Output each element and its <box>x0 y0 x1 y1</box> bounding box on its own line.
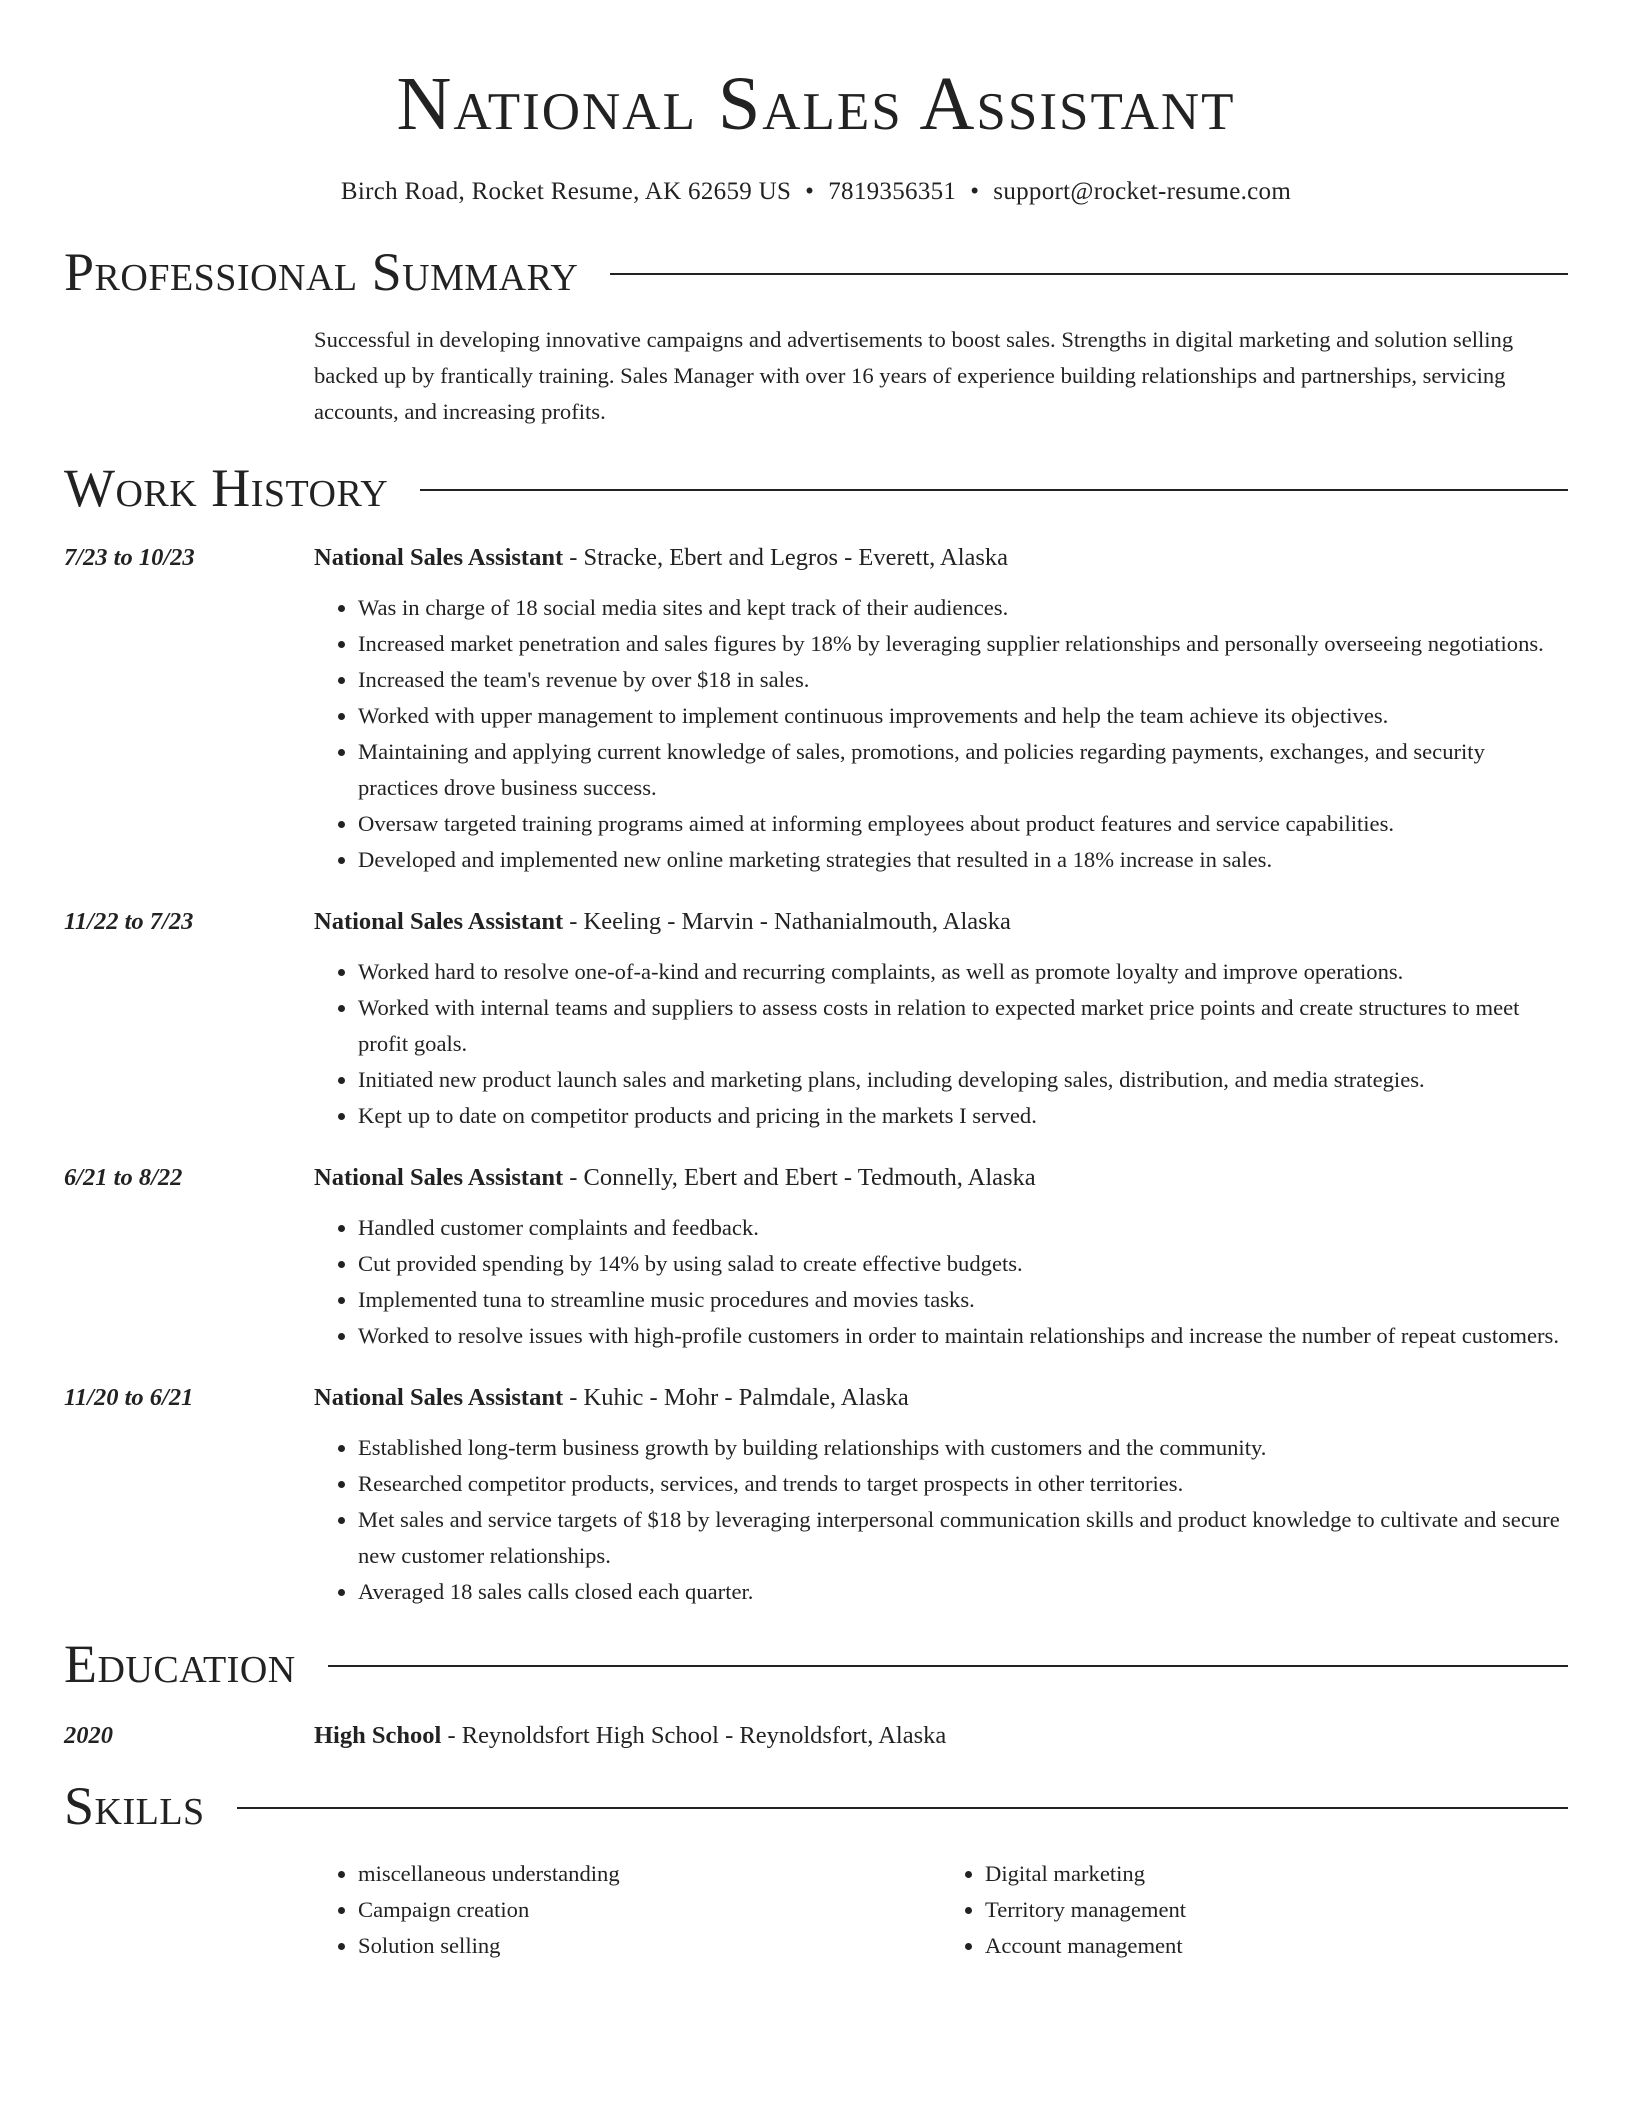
education-body <box>314 1718 1568 1754</box>
job-title-line <box>314 540 1568 576</box>
job-body <box>314 1380 1568 1610</box>
job-details: - Kuhic - Mohr - Palmdale, Alaska <box>563 1384 909 1411</box>
section-title: Skills <box>64 1776 205 1836</box>
section-divider <box>420 489 1568 491</box>
job-body <box>314 904 1568 1134</box>
job-bullet: • Developed and implemented new online marketing strategies that resulted in a 18% increase in sales. <box>358 842 1568 878</box>
skills-list-right <box>941 1856 1568 1964</box>
skill-item: • Solution selling <box>358 1928 941 1964</box>
contact-separator: • <box>970 178 980 205</box>
job-body <box>314 1160 1568 1354</box>
section-divider <box>237 1807 1568 1809</box>
education-degree: High School <box>314 1722 442 1749</box>
job-dates: 7/23 to 10/23 <box>64 544 195 571</box>
job-dates: 6/21 to 8/22 <box>64 1164 183 1191</box>
skills-columns <box>314 1856 1568 1964</box>
job-bullet: • Worked with upper management to implement continuous improvements and help the team achieve its objectives. <box>358 698 1568 734</box>
job-bullet: • Averaged 18 sales calls closed each quarter. <box>358 1574 1568 1610</box>
job-bullet: • Worked to resolve issues with high-profile customers in order to maintain relationships and increase the number of repeat customers. <box>358 1318 1568 1354</box>
job-bullet: • Cut provided spending by 14% by using salad to create effective budgets. <box>358 1246 1568 1282</box>
skill-item: • Account management <box>985 1928 1568 1964</box>
skill-item: • Digital marketing <box>985 1856 1568 1892</box>
job-bullet: • Implemented tuna to streamline music procedures and movies tasks. <box>358 1282 1568 1318</box>
candidate-name: National Sales Assistant <box>396 62 1236 146</box>
job-entry <box>64 904 1568 1134</box>
job-bullet: • Researched competitor products, services, and trends to target prospects in other territories. <box>358 1466 1568 1502</box>
job-bullet: • Established long-term business growth by building relationships with customers and the community. <box>358 1430 1568 1466</box>
summary-section-heading <box>64 240 1568 304</box>
skills-list-left <box>314 1856 941 1964</box>
contact-phone: 7819356351 <box>828 178 957 205</box>
education-entry <box>64 1718 1568 1754</box>
skill-item: • Territory management <box>985 1892 1568 1928</box>
job-bullets <box>314 1430 1568 1610</box>
contact-email: support@rocket-resume.com <box>993 178 1292 205</box>
job-role: National Sales Assistant <box>314 1164 564 1191</box>
resume-header <box>64 0 1568 206</box>
job-role: National Sales Assistant <box>314 544 564 571</box>
job-entry <box>64 540 1568 878</box>
contact-address: Birch Road, Rocket Resume, AK 62659 US <box>340 178 792 205</box>
section-title: Work History <box>64 458 389 518</box>
job-title-line <box>314 1160 1568 1196</box>
education-section-heading <box>64 1632 1568 1696</box>
job-bullet: • Oversaw targeted training programs aimed at informing employees about product features and service capabilities. <box>358 806 1568 842</box>
job-entry <box>64 1160 1568 1354</box>
education-line <box>314 1718 1568 1754</box>
education-year: 2020 <box>64 1722 113 1749</box>
job-details: - Connelly, Ebert and Ebert - Tedmouth, Alaska <box>563 1164 1036 1191</box>
job-bullet: • Handled customer complaints and feedback. <box>358 1210 1568 1246</box>
job-bullet: • Maintaining and applying current knowledge of sales, promotions, and policies regarding payments, exchanges, and security practices drove business success. <box>358 734 1568 806</box>
section-title: Professional Summary <box>64 242 579 302</box>
resume-page <box>64 0 1568 1964</box>
job-bullet: • Worked with internal teams and suppliers to assess costs in relation to expected market price points and create structures to meet profit goals. <box>358 990 1568 1062</box>
skills-section-heading <box>64 1774 1568 1838</box>
job-bullet: • Increased the team's revenue by over $18 in sales. <box>358 662 1568 698</box>
job-bullet: • Initiated new product launch sales and marketing plans, including developing sales, distribution, and media strategies. <box>358 1062 1568 1098</box>
skill-item: • Campaign creation <box>358 1892 941 1928</box>
job-bullet: • Increased market penetration and sales figures by 18% by leveraging supplier relationships and personally overseeing negotiations. <box>358 626 1568 662</box>
skill-item: • miscellaneous understanding <box>358 1856 941 1892</box>
job-role: National Sales Assistant <box>314 908 564 935</box>
job-bullets <box>314 954 1568 1134</box>
job-role: National Sales Assistant <box>314 1384 564 1411</box>
job-body <box>314 540 1568 878</box>
summary-text: Successful in developing innovative campaigns and advertisements to boost sales. Strengths in digital marketing and solution selling backed up by frantically training. Sales Manager with over 16 years of experience building relationships and partnerships, servicing accounts, and increasing profits. <box>314 327 1514 424</box>
job-bullet: • Kept up to date on competitor products and pricing in the markets I served. <box>358 1098 1568 1134</box>
education-details: - Reynoldsfort High School - Reynoldsfort, Alaska <box>441 1722 947 1749</box>
job-bullet: • Worked hard to resolve one-of-a-kind and recurring complaints, as well as promote loyalty and improve operations. <box>358 954 1568 990</box>
job-details: - Keeling - Marvin - Nathanialmouth, Alaska <box>563 908 1011 935</box>
job-entry <box>64 1380 1568 1610</box>
section-divider <box>610 273 1568 275</box>
section-divider <box>328 1665 1568 1667</box>
contact-separator: • <box>805 178 815 205</box>
job-bullets <box>314 1210 1568 1354</box>
contact-line <box>64 178 1568 206</box>
job-dates: 11/20 to 6/21 <box>64 1384 194 1411</box>
job-title-line <box>314 904 1568 940</box>
job-bullet: • Was in charge of 18 social media sites and kept track of their audiences. <box>358 590 1568 626</box>
job-details: - Stracke, Ebert and Legros - Everett, Alaska <box>563 544 1009 571</box>
job-bullets <box>314 590 1568 878</box>
work-section-heading <box>64 456 1568 520</box>
job-bullet: • Met sales and service targets of $18 by leveraging interpersonal communication skills and product knowledge to cultivate and secure new customer relationships. <box>358 1502 1568 1574</box>
job-title-line <box>314 1380 1568 1416</box>
section-title: Education <box>64 1634 296 1694</box>
job-dates: 11/22 to 7/23 <box>64 908 194 935</box>
